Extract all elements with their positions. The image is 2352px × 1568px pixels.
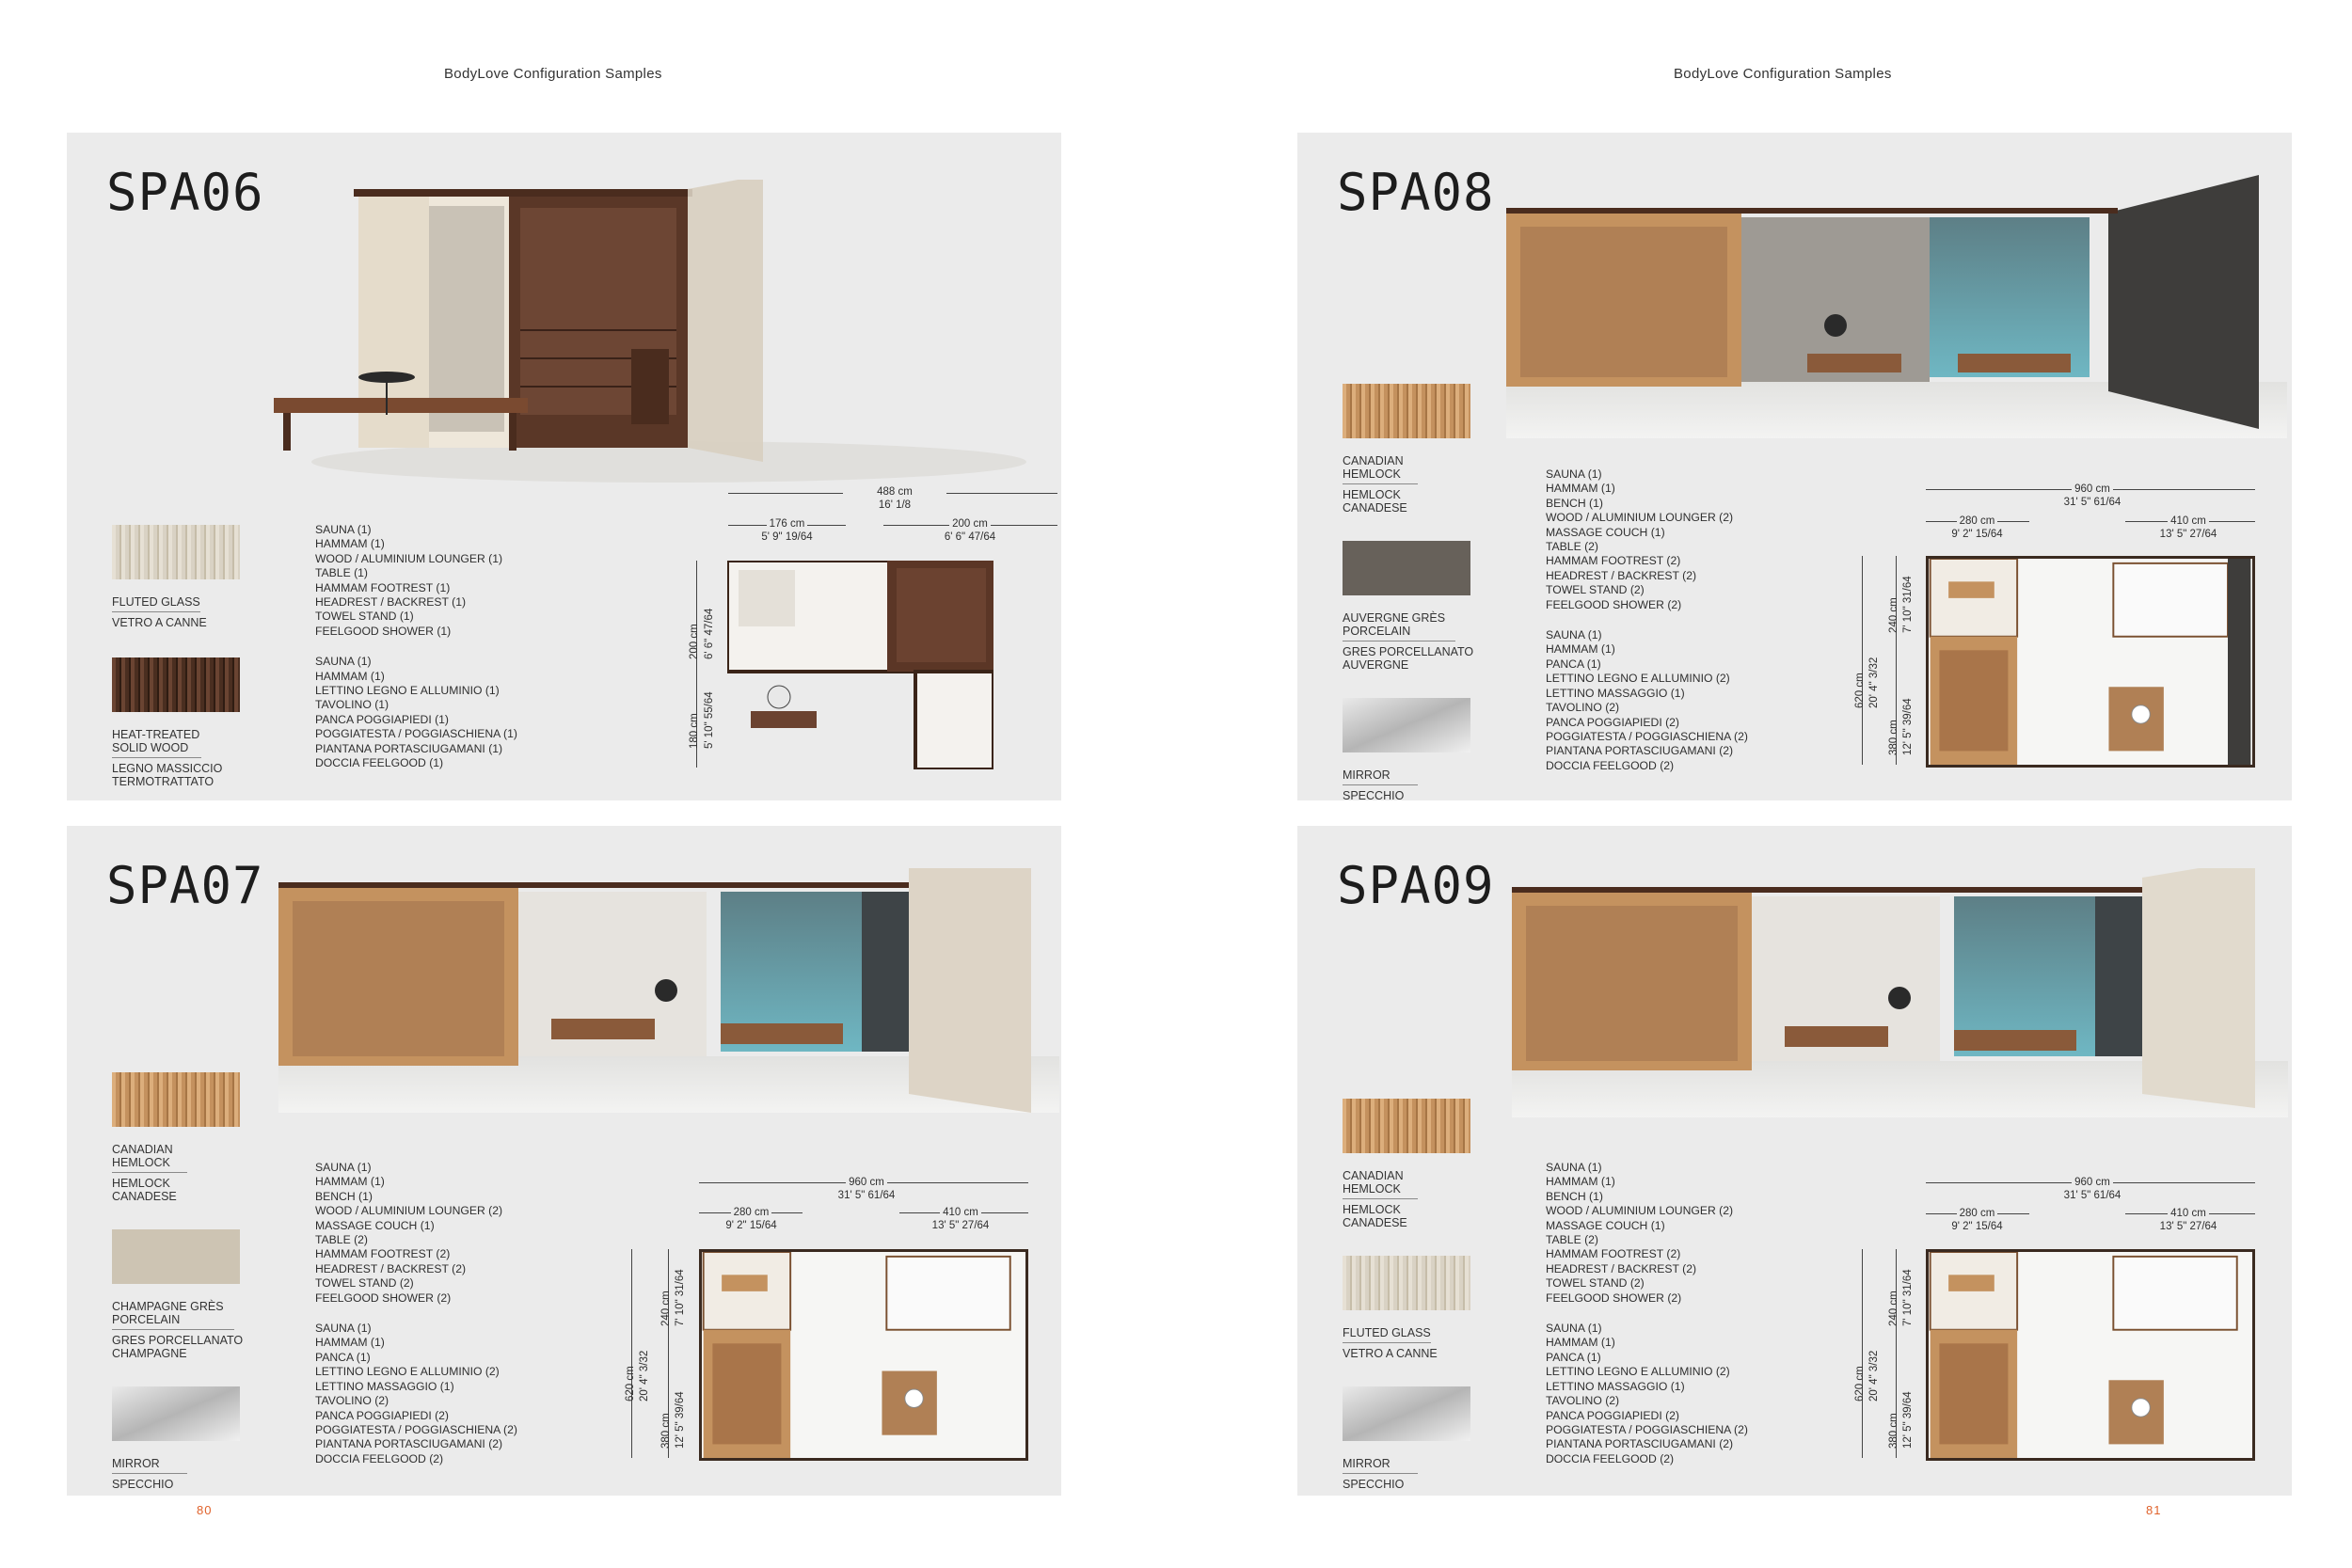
material-name-it: SPECCHIO — [1343, 1478, 1405, 1491]
spa06-rendering — [274, 180, 1061, 490]
material-swatch — [112, 1229, 244, 1360]
list-item: PANCA POGGIAPIEDI (2) — [315, 1408, 449, 1422]
list-item: TOWEL STAND (2) — [315, 1276, 414, 1291]
list-item: HAMMAM FOOTREST (2) — [315, 1247, 451, 1261]
spa06-panel — [67, 133, 1061, 800]
list-item: TABLE (2) — [1546, 540, 1598, 554]
left-width-label — [697, 1206, 805, 1232]
list-item: TABLE (1) — [315, 566, 368, 580]
spa09-floor-plan — [1926, 1249, 2255, 1461]
dim-cm: 200 cm — [949, 518, 991, 530]
vertical-dim-top — [688, 624, 701, 659]
list-item: MASSAGE COUCH (1) — [1546, 1218, 1665, 1232]
vertical-dim-top-in — [703, 609, 716, 659]
list-item: SAUNA (1) — [1546, 467, 1602, 481]
right-width-label — [895, 517, 1045, 544]
component-list-it — [1546, 628, 1790, 773]
vertical-dim-top-in — [1901, 1269, 1915, 1326]
left-running-header: BodyLove Configuration Samples — [444, 66, 662, 82]
champagne-porcelain-swatch-image — [112, 1229, 240, 1284]
material-swatch — [1343, 1386, 1474, 1491]
vertical-dim-bottom-in — [674, 1391, 687, 1449]
dim-cm: 410 cm — [2168, 1208, 2209, 1219]
spa08-component-lists — [1546, 467, 1790, 773]
dim-cm: 280 cm — [1957, 1208, 1998, 1219]
list-item: TAVOLINO (1) — [315, 698, 389, 712]
list-item: HAMMAM (1) — [315, 537, 385, 551]
spa08-rendering — [1506, 175, 2287, 438]
list-item: MASSAGE COUCH (1) — [315, 1218, 435, 1232]
list-item: TOWEL STAND (2) — [1546, 583, 1645, 597]
list-item: TAVOLINO (2) — [315, 1394, 389, 1408]
dim-in: 20' 4" 3/32 — [1868, 1350, 1880, 1402]
fluted-glass-swatch-image — [1343, 1256, 1470, 1310]
total-width-label — [843, 485, 946, 512]
material-name-en: CANADIAN HEMLOCK — [1343, 454, 1418, 484]
vertical-dim-top-in — [1901, 576, 1915, 633]
list-item: TAVOLINO (2) — [1546, 701, 1620, 715]
dark-wood-swatch-image — [112, 657, 240, 712]
material-name-en: CANADIAN HEMLOCK — [1343, 1169, 1418, 1199]
vertical-dim-top — [660, 1291, 673, 1326]
left-width-label — [1923, 515, 2031, 541]
spa06-floor-plan — [727, 561, 993, 769]
material-name-it: HEMLOCK CANADESE — [1343, 488, 1407, 515]
dim-cm: 960 cm — [2072, 1177, 2113, 1188]
dim-in: 13' 5" 27/64 — [931, 1220, 990, 1231]
list-item: HEADREST / BACKREST (2) — [1546, 1261, 1697, 1275]
dim-in: 6' 6" 47/64 — [704, 608, 715, 659]
dim-in: 7' 10" 31/64 — [675, 1269, 686, 1326]
list-item: LETTINO LEGNO E ALLUMINIO (1) — [315, 684, 500, 698]
material-name-en: FLUTED GLASS — [112, 595, 200, 612]
dim-in: 31' 5" 61/64 — [2063, 497, 2122, 508]
list-item: DOCCIA FEELGOOD (2) — [1546, 758, 1675, 772]
auvergne-porcelain-swatch-image — [1343, 541, 1470, 595]
vertical-dim-bottom-in — [703, 691, 716, 749]
spa07-panel — [67, 826, 1061, 1496]
dim-cm: 240 cm — [660, 1291, 672, 1326]
list-item: PANCA POGGIAPIEDI (1) — [315, 712, 449, 726]
list-item: HAMMAM FOOTREST (2) — [1546, 554, 1681, 568]
material-name-en: FLUTED GLASS — [1343, 1326, 1431, 1343]
total-width-label — [2036, 483, 2149, 509]
list-item: BENCH (1) — [315, 1189, 373, 1203]
vertical-dim-total-in — [638, 1351, 651, 1402]
list-item: SAUNA (1) — [1546, 1322, 1602, 1336]
component-list-it — [315, 1322, 560, 1466]
right-running-header: BodyLove Configuration Samples — [1674, 66, 1892, 82]
list-item: HEADREST / BACKREST (2) — [315, 1261, 467, 1275]
dim-in: 9' 2" 15/64 — [725, 1220, 777, 1231]
list-item: WOOD / ALUMINIUM LOUNGER (1) — [315, 551, 503, 565]
list-item: HAMMAM (1) — [1546, 642, 1615, 657]
total-width-label — [810, 1176, 923, 1202]
list-item: LETTINO LEGNO E ALLUMINIO (2) — [1546, 672, 1730, 686]
material-name-it: SPECCHIO — [112, 1478, 174, 1491]
spa06-materials — [112, 525, 244, 800]
right-width-label — [895, 1206, 1026, 1232]
material-swatch — [1343, 1099, 1474, 1229]
list-item: HAMMAM (1) — [315, 669, 385, 683]
dim-cm: 960 cm — [2072, 483, 2113, 495]
dim-in: 13' 5" 27/64 — [2159, 529, 2217, 540]
list-item: MASSAGE COUCH (1) — [1546, 525, 1665, 539]
dim-in: 12' 5" 39/64 — [1902, 698, 1914, 755]
right-width-label — [2122, 1207, 2254, 1233]
list-item: FEELGOOD SHOWER (2) — [1546, 1291, 1682, 1305]
material-swatch — [112, 657, 244, 788]
dim-in: 16' 1/8 — [878, 499, 912, 511]
component-list-en — [315, 1161, 560, 1306]
dim-cm: 180 cm — [689, 713, 700, 749]
list-item: LETTINO MASSAGGIO (1) — [1546, 686, 1685, 700]
material-swatch — [112, 1072, 244, 1203]
component-list-en — [315, 523, 560, 639]
list-item: DOCCIA FEELGOOD (2) — [315, 1451, 444, 1465]
vertical-dim-line-total — [1862, 1249, 1863, 1458]
vertical-dim-bottom — [688, 713, 701, 749]
left-width-label — [1923, 1207, 2031, 1233]
dim-cm: 280 cm — [731, 1207, 772, 1218]
vertical-dim-line-total — [631, 1249, 632, 1458]
list-item: TABLE (2) — [1546, 1233, 1598, 1247]
vertical-dim-total — [624, 1366, 637, 1402]
list-item: DOCCIA FEELGOOD (1) — [315, 756, 444, 770]
spa08-floor-plan — [1926, 556, 2255, 768]
material-name-en: MIRROR — [1343, 768, 1418, 785]
list-item: PANCA (1) — [315, 1350, 371, 1364]
component-list-en — [1546, 467, 1790, 612]
dim-in: 6' 6" 47/64 — [944, 531, 996, 543]
list-item: HAMMAM (1) — [1546, 482, 1615, 496]
dim-cm: 380 cm — [1888, 1413, 1899, 1449]
dim-cm: 488 cm — [877, 486, 913, 498]
dim-in: 31' 5" 61/64 — [837, 1190, 896, 1201]
list-item: HAMMAM (1) — [315, 1175, 385, 1189]
material-name-en: CHAMPAGNE GRÈS PORCELAIN — [112, 1300, 234, 1330]
dim-cm: 380 cm — [660, 1413, 672, 1449]
vertical-dim-bottom — [1887, 1413, 1900, 1449]
canadian-hemlock-swatch-image — [112, 1072, 240, 1127]
dim-cm: 410 cm — [2168, 515, 2209, 527]
component-list-it — [1546, 1322, 1790, 1466]
vertical-dim-total — [1853, 673, 1867, 708]
material-swatch — [1343, 384, 1474, 515]
material-name-en: HEAT-TREATED SOLID WOOD — [112, 728, 201, 758]
spa07-component-lists — [315, 1161, 560, 1466]
spa07-rendering — [278, 868, 1059, 1113]
material-name-it: VETRO A CANNE — [1343, 1347, 1438, 1360]
material-swatch — [112, 1386, 244, 1491]
material-swatch — [1343, 541, 1474, 672]
list-item: FEELGOOD SHOWER (2) — [1546, 597, 1682, 611]
dim-in: 7' 10" 31/64 — [1902, 1269, 1914, 1326]
dim-in: 13' 5" 27/64 — [2159, 1221, 2217, 1232]
list-item: SAUNA (1) — [315, 523, 372, 536]
material-name-it: SPECCHIO — [1343, 789, 1405, 800]
dim-in: 12' 5" 39/64 — [1902, 1391, 1914, 1449]
right-page-number: 81 — [2146, 1503, 2162, 1517]
right-width-label — [2122, 515, 2254, 541]
spa08-materials — [1343, 384, 1474, 800]
canadian-hemlock-swatch-image — [1343, 384, 1470, 438]
dim-in: 9' 2" 15/64 — [1951, 1221, 2003, 1232]
list-item: HAMMAM (1) — [315, 1336, 385, 1350]
spa07-title: SPA07 — [106, 856, 264, 915]
list-item: PIANTANA PORTASCIUGAMANI (2) — [1546, 1437, 1734, 1451]
list-item: DOCCIA FEELGOOD (2) — [1546, 1451, 1675, 1465]
list-item: PANCA POGGIAPIEDI (2) — [1546, 1408, 1679, 1422]
vertical-dim-total-in — [1867, 1351, 1881, 1402]
left-width-label — [733, 517, 841, 544]
list-item: SAUNA (1) — [1546, 1161, 1602, 1174]
list-item: SAUNA (1) — [1546, 628, 1602, 642]
list-item: WOOD / ALUMINIUM LOUNGER (2) — [1546, 511, 1734, 525]
material-swatch — [1343, 698, 1474, 800]
dim-cm: 620 cm — [1854, 1366, 1866, 1402]
material-name-en: AUVERGNE GRÈS PORCELAIN — [1343, 611, 1455, 641]
vertical-dim-bottom-in — [1901, 698, 1915, 755]
list-item: HAMMAM FOOTREST (1) — [315, 580, 451, 594]
list-item: HEADREST / BACKREST (1) — [315, 595, 467, 610]
material-name-it: LEGNO MASSICCIO TERMOTRATTATO — [112, 762, 223, 788]
list-item: SAUNA (1) — [315, 655, 372, 669]
list-item: BENCH (1) — [1546, 496, 1603, 510]
list-item: WOOD / ALUMINIUM LOUNGER (2) — [1546, 1204, 1734, 1218]
list-item: POGGIATESTA / POGGIASCHIENA (1) — [315, 727, 517, 741]
vertical-dim-total-in — [1867, 657, 1881, 708]
mirror-swatch-image — [1343, 1386, 1470, 1441]
list-item: SAUNA (1) — [315, 1322, 372, 1336]
material-name-en: CANADIAN HEMLOCK — [112, 1143, 187, 1173]
list-item: HEADREST / BACKREST (2) — [1546, 568, 1697, 582]
list-item: PANCA POGGIAPIEDI (2) — [1546, 715, 1679, 729]
list-item: TAVOLINO (2) — [1546, 1394, 1620, 1408]
vertical-dim-top — [1887, 1291, 1900, 1326]
dim-cm: 620 cm — [625, 1366, 636, 1402]
spa09-component-lists — [1546, 1161, 1790, 1466]
left-page-number: 80 — [197, 1503, 213, 1517]
list-item: HAMMAM (1) — [1546, 1175, 1615, 1189]
material-name-it: HEMLOCK CANADESE — [1343, 1203, 1407, 1229]
dim-in: 20' 4" 3/32 — [1868, 657, 1880, 708]
vertical-dim-total — [1853, 1366, 1867, 1402]
list-item: PIANTANA PORTASCIUGAMANI (2) — [1546, 744, 1734, 758]
material-swatch — [112, 525, 244, 629]
spa09-materials — [1343, 1099, 1474, 1496]
list-item: FEELGOOD SHOWER (1) — [315, 624, 452, 638]
list-item: LETTINO MASSAGGIO (1) — [315, 1379, 454, 1393]
total-width-label — [2036, 1176, 2149, 1202]
dim-cm: 410 cm — [940, 1207, 981, 1218]
list-item: LETTINO LEGNO E ALLUMINIO (2) — [315, 1365, 500, 1379]
spa06-title: SPA06 — [106, 163, 264, 222]
dim-cm: 380 cm — [1888, 720, 1899, 755]
canadian-hemlock-swatch-image — [1343, 1099, 1470, 1153]
spa09-title: SPA09 — [1337, 856, 1495, 915]
vertical-dim-top-in — [674, 1269, 687, 1326]
spa09-panel — [1297, 826, 2292, 1496]
list-item: POGGIATESTA / POGGIASCHIENA (2) — [315, 1422, 517, 1436]
component-list-en — [1546, 1161, 1790, 1306]
list-item: POGGIATESTA / POGGIASCHIENA (2) — [1546, 729, 1748, 743]
vertical-dim-bottom — [1887, 720, 1900, 755]
vertical-dim-bottom-in — [1901, 1391, 1915, 1449]
component-list-it — [315, 655, 560, 770]
spa08-title: SPA08 — [1337, 163, 1495, 222]
dim-cm: 200 cm — [689, 624, 700, 659]
dim-cm: 960 cm — [846, 1177, 887, 1188]
dim-cm: 240 cm — [1888, 597, 1899, 633]
list-item: HAMMAM FOOTREST (2) — [1546, 1247, 1681, 1261]
list-item: HAMMAM (1) — [1546, 1336, 1615, 1350]
list-item: FEELGOOD SHOWER (2) — [315, 1291, 452, 1305]
mirror-swatch-image — [112, 1386, 240, 1441]
list-item: LETTINO MASSAGGIO (1) — [1546, 1379, 1685, 1393]
list-item: PANCA (1) — [1546, 657, 1601, 671]
spa09-rendering — [1512, 868, 2288, 1117]
vertical-dim-bottom — [660, 1413, 673, 1449]
material-name-en: MIRROR — [112, 1457, 187, 1474]
list-item: PIANTANA PORTASCIUGAMANI (1) — [315, 741, 503, 755]
spa08-panel — [1297, 133, 2292, 800]
dim-in: 9' 2" 15/64 — [1951, 529, 2003, 540]
dim-cm: 240 cm — [1888, 1291, 1899, 1326]
list-item: PANCA (1) — [1546, 1350, 1601, 1364]
spa07-materials — [112, 1072, 244, 1496]
list-item: TOWEL STAND (1) — [315, 610, 414, 624]
vertical-dim-top — [1887, 597, 1900, 633]
material-name-it: HEMLOCK CANADESE — [112, 1177, 177, 1203]
material-name-it: GRES PORCELLANATO AUVERGNE — [1343, 645, 1474, 672]
material-name-it: VETRO A CANNE — [112, 616, 207, 629]
dim-in: 20' 4" 3/32 — [639, 1350, 650, 1402]
list-item: TOWEL STAND (2) — [1546, 1276, 1645, 1291]
list-item: PIANTANA PORTASCIUGAMANI (2) — [315, 1437, 503, 1451]
mirror-swatch-image — [1343, 698, 1470, 752]
spa06-component-lists — [315, 523, 560, 771]
dim-in: 5' 10" 55/64 — [704, 691, 715, 749]
vertical-dim-line-total — [1862, 556, 1863, 765]
list-item: LETTINO LEGNO E ALLUMINIO (2) — [1546, 1365, 1730, 1379]
dim-cm: 176 cm — [767, 518, 808, 530]
list-item: SAUNA (1) — [315, 1161, 372, 1174]
fluted-glass-swatch-image — [112, 525, 240, 579]
dim-in: 31' 5" 61/64 — [2063, 1190, 2122, 1201]
material-name-en: MIRROR — [1343, 1457, 1418, 1474]
list-item: TABLE (2) — [315, 1233, 368, 1247]
list-item: POGGIATESTA / POGGIASCHIENA (2) — [1546, 1422, 1748, 1436]
dim-in: 7' 10" 31/64 — [1902, 576, 1914, 633]
dim-cm: 280 cm — [1957, 515, 1998, 527]
list-item: WOOD / ALUMINIUM LOUNGER (2) — [315, 1204, 503, 1218]
material-swatch — [1343, 1256, 1474, 1360]
dim-in: 12' 5" 39/64 — [675, 1391, 686, 1449]
list-item: BENCH (1) — [1546, 1189, 1603, 1203]
dim-in: 5' 9" 19/64 — [761, 531, 813, 543]
dim-cm: 620 cm — [1854, 673, 1866, 708]
spa07-floor-plan — [699, 1249, 1028, 1461]
material-name-it: GRES PORCELLANATO CHAMPAGNE — [112, 1334, 244, 1360]
